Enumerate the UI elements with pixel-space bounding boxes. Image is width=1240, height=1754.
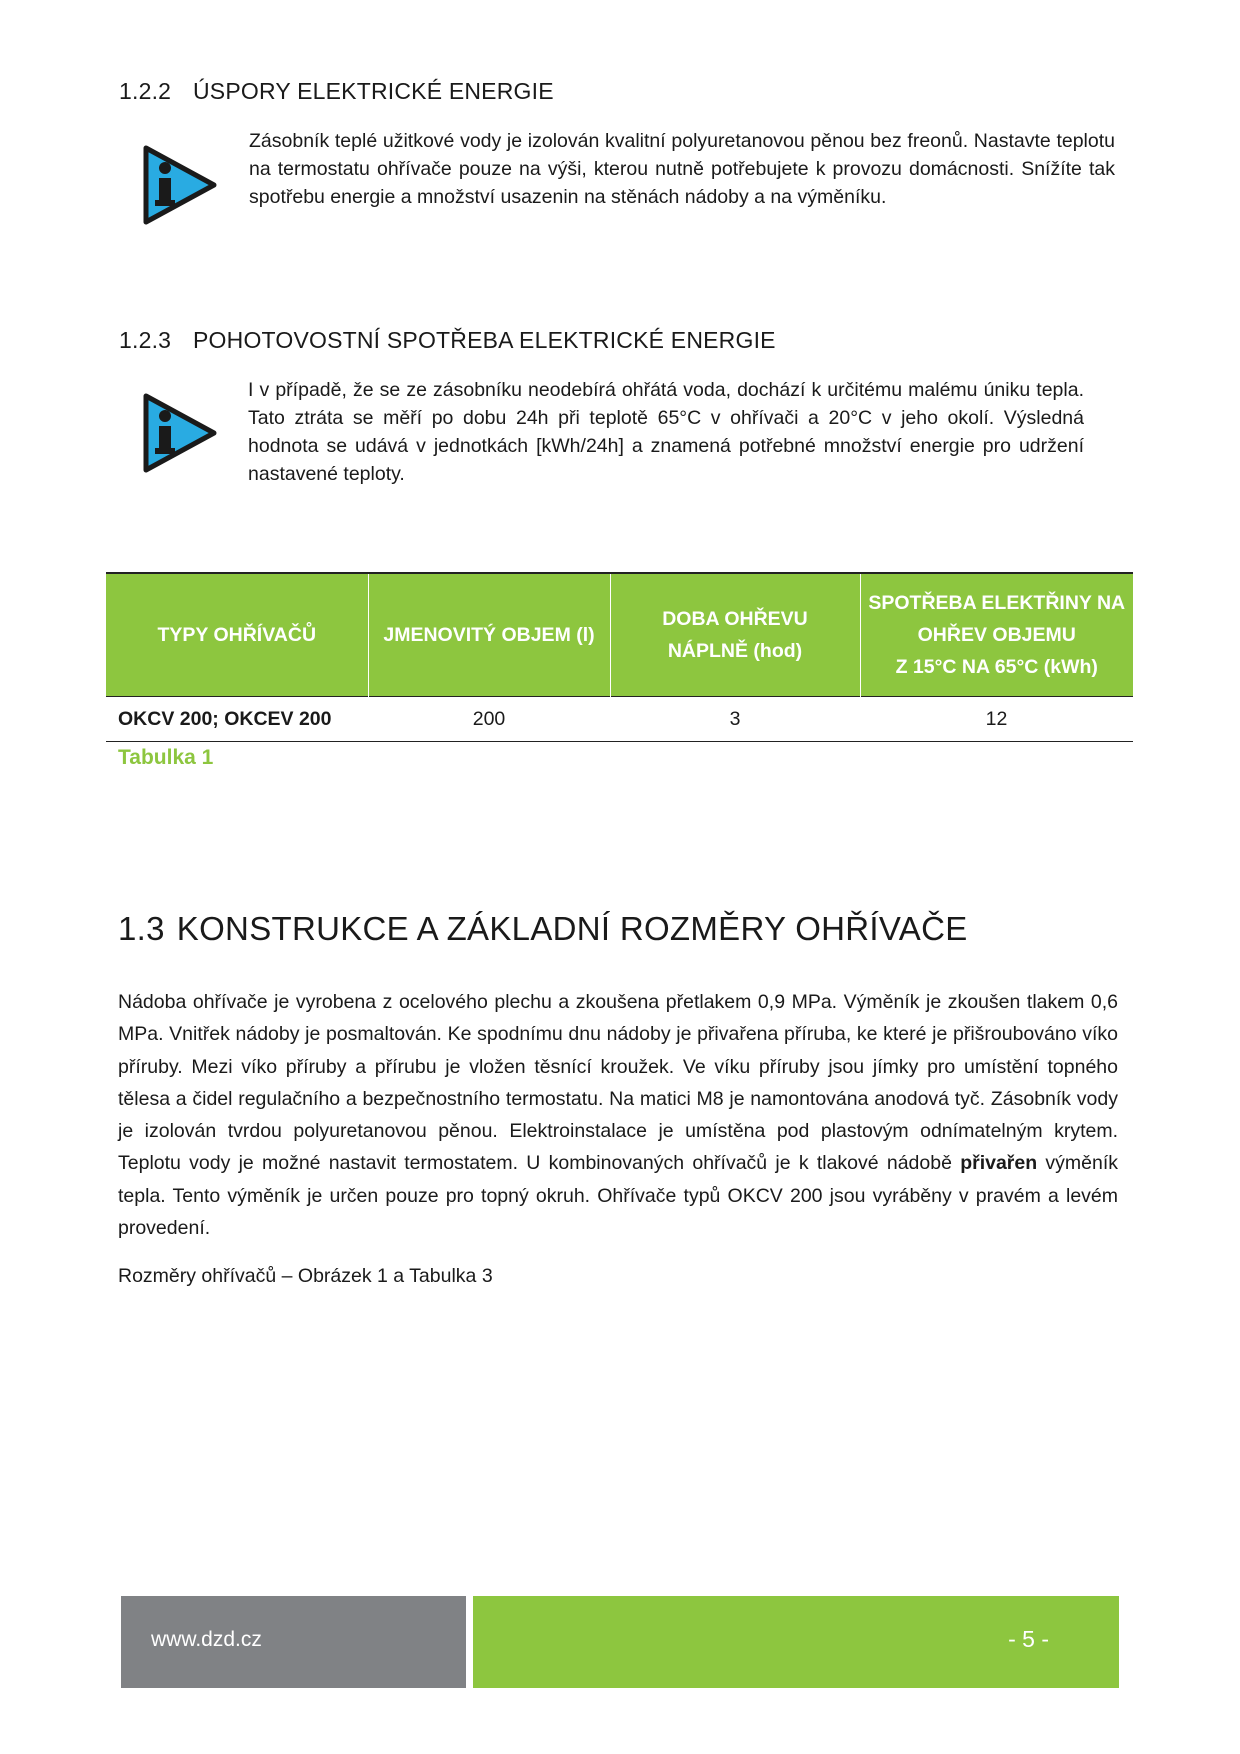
section-number: 1.2.2 [119, 78, 172, 104]
dimensions-reference: Rozměry ohřívačů – Obrázek 1 a Tabulka 3 [118, 1265, 493, 1287]
info-icon [140, 142, 220, 228]
section-text-1-2-2: Zásobník teplé užitkové vody je izolován kvalitní polyuretanovou pěnou bez freonů. Nastavte teplotu na termostatu ohřívače pouze na výši, kterou nutně potřebujete k provozu domácnosti. Snížíte tak spotřebu energie a množství usazenin na stěnách nádoby a na výměníku. [249, 130, 1115, 208]
header-heating-time: DOBA OHŘEVU NÁPLNĚ (hod) [610, 573, 860, 697]
header-type: TYPY OHŘÍVAČŮ [106, 573, 368, 697]
table-1 [106, 572, 1133, 742]
heater-spec-table [106, 572, 1133, 742]
section-text-1-3: Nádoba ohřívače je vyrobena z ocelového plechu a zkoušena přetlakem 0,9 MPa. Výměník je zkoušen tlakem 0,6 MPa. Vnitřek nádoby je posmaltován. Ke spodnímu dnu nádoby je přivařena příruba, ke které je přišroubováno víko příruby. Mezi víko příruby a přírubu je vložen těsnící kroužek. Ve víku příruby jsou jímky pro umístění topného tělesa a čidel regulačního a bezpečnostního termostatu. Na matici M8 je namontována anodová tyč. Zásobník vody je izolován tvrdou polyuretanovou pěnou. Elektroinstalace je umístěna pod plastovým odnímatelným krytem. Teplotu vody je možné nastavit termostatem. U kombinovaných ohřívačů je k tlakové nádobě přivařen výměník tepla. Tento výměník je určen pouze pro topný okruh. Ohřívače typů OKCV 200 jsou vyráběny v pravém a levém provedení. [118, 991, 1118, 1240]
cell-energy: 12 [985, 707, 1008, 730]
header-volume: JMENOVITÝ OBJEM (l) [368, 573, 610, 697]
header-energy: SPOTŘEBA ELEKTŘINY NA OHŘEV OBJEMU Z 15°C NA 65°C (kWh) [860, 573, 1133, 697]
section-title: POHOTOVOSTNÍ SPOTŘEBA ELEKTRICKÉ ENERGIE [193, 327, 776, 353]
table-row [106, 697, 1133, 742]
section-title: ÚSPORY ELEKTRICKÉ ENERGIE [193, 78, 554, 104]
cell-type: OKCV 200; OKCEV 200 [118, 707, 332, 730]
page-number: - 5 - [1008, 1626, 1049, 1652]
table-header-row [106, 573, 1133, 697]
bold-emphasis: přivařen [960, 1152, 1038, 1175]
section-heading-1-2-3 [119, 327, 776, 354]
section-title: KONSTRUKCE A ZÁKLADNÍ ROZMĚRY OHŘÍVAČE [176, 910, 968, 947]
table-caption: Tabulka 1 [118, 746, 214, 769]
cell-time: 3 [729, 707, 741, 730]
section-text-1-2-3: I v případě, že se ze zásobníku neodebírá ohřátá voda, dochází k určitému malému úniku tepla. Tato ztráta se měří po dobu 24h při teplotě 65°C v ohřívači a 20°C v jeho okolí. Výsledná hodnota se udává v jednotkách [kWh/24h] a znamená potřebné množství energie pro udržení nastavené teploty. [248, 379, 1084, 485]
section-heading-1-3 [118, 910, 968, 948]
section-number: 1.2.3 [119, 327, 172, 353]
cell-volume: 200 [472, 707, 506, 730]
info-icon [140, 390, 220, 476]
section-heading-1-2-2 [119, 78, 554, 105]
footer-page-block [473, 1596, 1119, 1688]
footer-website-block [121, 1596, 466, 1688]
footer-website[interactable]: www.dzd.cz [151, 1628, 262, 1651]
section-number: 1.3 [118, 910, 165, 947]
